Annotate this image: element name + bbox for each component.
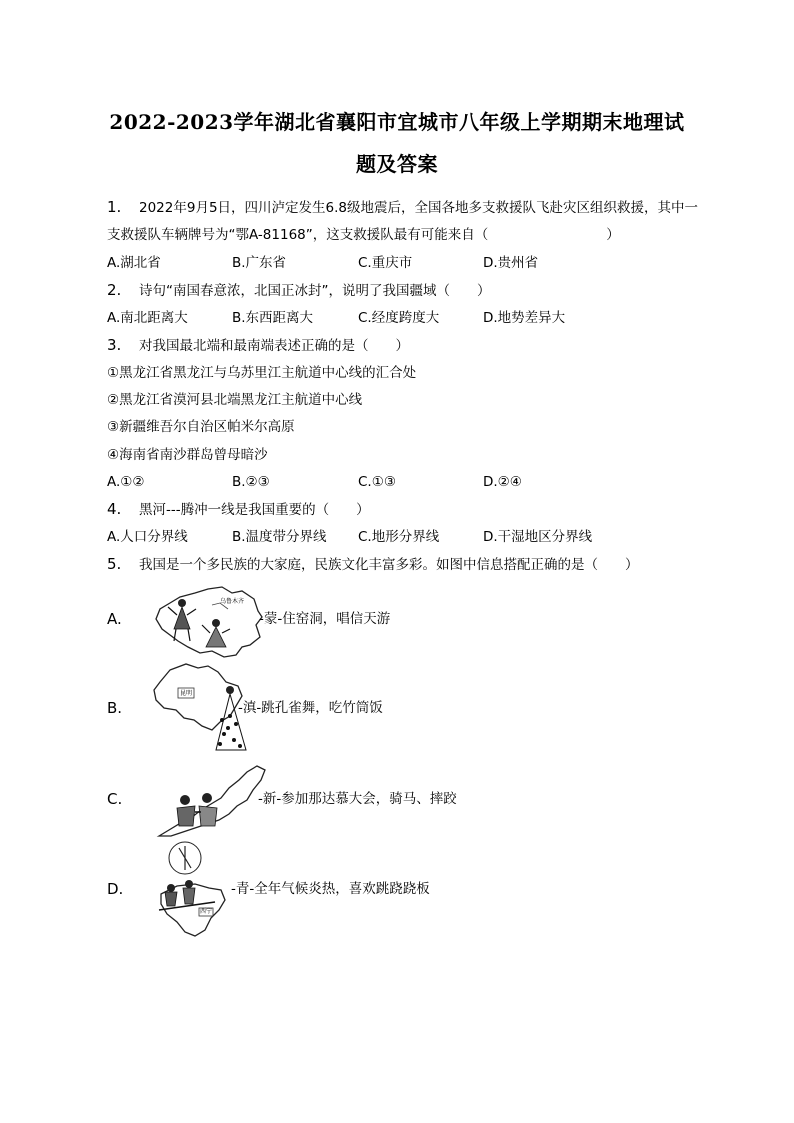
question-3-option-b: B.②③ xyxy=(232,474,270,490)
question-number: 1. xyxy=(107,198,122,216)
question-5-option-b-letter: B. xyxy=(107,699,123,717)
question-5-option-a-map-label-box xyxy=(220,598,244,606)
question-1-option-c: C.重庆市 xyxy=(358,255,413,271)
map-city-label: 西宁 xyxy=(200,908,213,915)
question-4-option-b: B.温度带分界线 xyxy=(232,529,327,545)
yunnan-outline-map-icon xyxy=(150,660,250,755)
question-4-option-a: A.人口分界线 xyxy=(107,529,188,545)
question-number: 5. xyxy=(107,555,122,573)
question-3-item-1: ①黑龙江省黑龙江与乌苏里江主航道中心线的汇合处 xyxy=(107,365,417,381)
question-5-option-a-caption: -蒙-住窑洞，唱信天游 xyxy=(259,611,391,627)
question-1-option-a: A.湖北省 xyxy=(107,255,161,271)
question-stem: 诗句“南国春意浓，北国正冰封”，说明了我国疆域（ ） xyxy=(139,283,491,299)
inner-mongolia-outline-map-icon xyxy=(155,762,275,842)
question-stem: 支救援队车辆牌号为“鄂A-81168”，这支救援队最有可能来自（ xyxy=(107,227,489,243)
question-stem: 黑河---腾冲一线是我国重要的（ ） xyxy=(139,502,370,518)
question-stem-close: ） xyxy=(606,227,620,243)
question-5-option-d-map-label-box xyxy=(200,908,212,916)
question-stem: 2022年9月5日，四川泸定发生6.8级地震后，全国各地多支救援队飞赴灾区组织救援，其中一 xyxy=(139,200,699,216)
question-number: 2. xyxy=(107,281,122,299)
question-3-item-2: ②黑龙江省漠河县北端黑龙江主航道中心线 xyxy=(107,392,363,408)
question-5-option-d-caption: -青-全年气候炎热，喜欢跳跷跷板 xyxy=(231,881,430,897)
question-stem: 我国是一个多民族的大家庭，民族文化丰富多彩。如图中信息搭配正确的是（ ） xyxy=(139,557,639,573)
document-title-line-2: 题及答案 xyxy=(356,152,438,176)
question-4-option-c: C.地形分界线 xyxy=(358,529,440,545)
xinjiang-outline-map-icon xyxy=(150,585,265,660)
question-5-line xyxy=(107,555,639,574)
question-5-option-b-map xyxy=(150,660,250,755)
question-2-option-b: B.东西距离大 xyxy=(232,310,314,326)
question-stem: 对我国最北端和最南端表述正确的是（ ） xyxy=(139,338,409,354)
question-5-option-a-letter: A. xyxy=(107,610,122,628)
question-2-line xyxy=(107,281,491,300)
question-4-line xyxy=(107,500,370,519)
question-3-option-c: C.①③ xyxy=(358,474,396,490)
question-1-option-b: B.广东省 xyxy=(232,255,287,271)
question-number: 4. xyxy=(107,500,122,518)
question-4-option-d: D.干湿地区分界线 xyxy=(483,529,593,545)
question-3-line xyxy=(107,336,409,355)
document-title-line-1: 2022-2023学年湖北省襄阳市宜城市八年级上学期期末地理试 xyxy=(109,110,685,134)
question-2-option-c: C.经度跨度大 xyxy=(358,310,440,326)
question-3-option-a: A.①② xyxy=(107,474,145,490)
question-3-item-3: ③新疆维吾尔自治区帕米尔高原 xyxy=(107,419,295,435)
question-1-line-1 xyxy=(107,198,698,217)
question-5-option-c-map xyxy=(155,762,275,842)
question-3-item-4: ④海南省南沙群岛曾母暗沙 xyxy=(107,447,268,463)
question-3-option-d: D.②④ xyxy=(483,474,522,490)
question-5-option-b-map-label-box xyxy=(180,690,192,698)
map-city-label: 乌鲁木齐 xyxy=(220,598,245,605)
map-city-label: 昆明 xyxy=(180,690,193,697)
question-1-line-2 xyxy=(107,226,620,244)
question-5-option-a-map xyxy=(150,585,265,660)
question-5-option-c-letter: C. xyxy=(107,790,123,808)
question-5-option-c-caption: -新-参加那达慕大会，骑马、摔跤 xyxy=(258,791,457,807)
question-number: 3. xyxy=(107,336,122,354)
question-1-option-d: D.贵州省 xyxy=(483,255,539,271)
question-2-option-d: D.地势差异大 xyxy=(483,310,566,326)
question-5-option-d-letter: D. xyxy=(107,880,124,898)
question-2-option-a: A.南北距离大 xyxy=(107,310,188,326)
question-5-option-b-caption: -滇-跳孔雀舞，吃竹筒饭 xyxy=(238,700,383,716)
